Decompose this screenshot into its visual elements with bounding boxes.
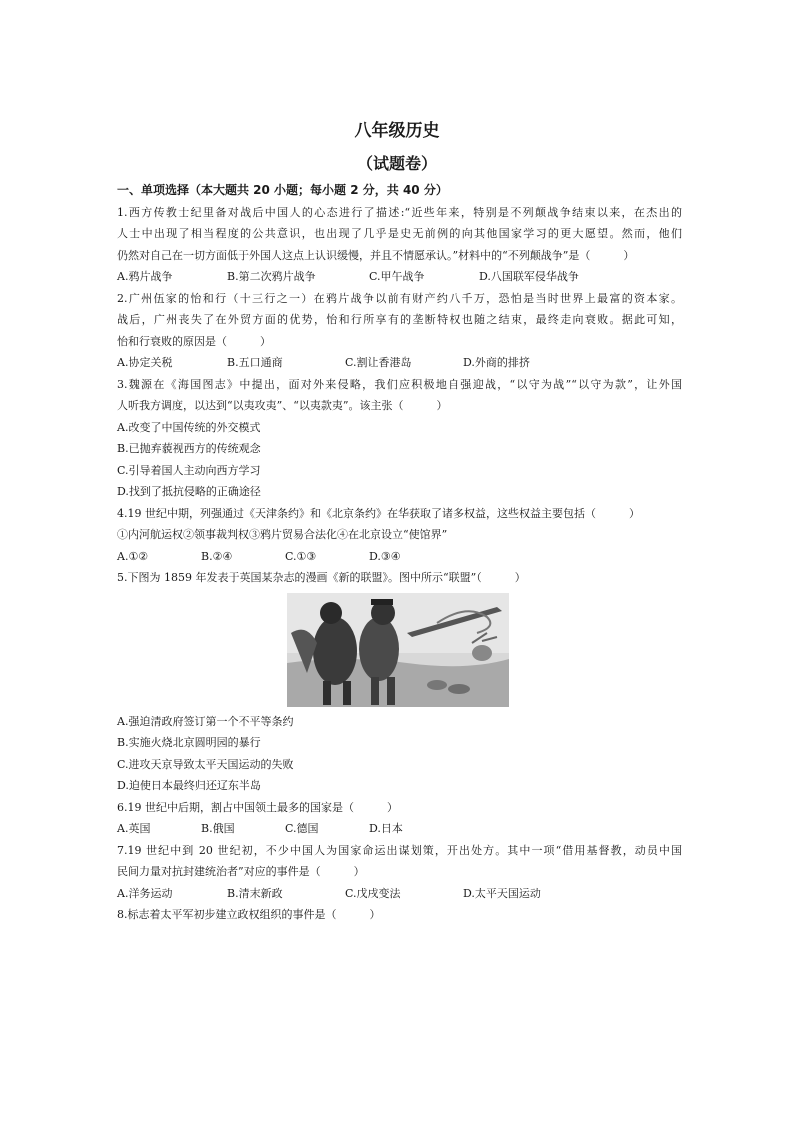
option-row bbox=[117, 546, 682, 568]
cartoon-image bbox=[287, 593, 509, 707]
option-d[interactable]: D.八国联军侵华战争 bbox=[479, 270, 579, 283]
option-row bbox=[117, 266, 682, 288]
question-8 bbox=[117, 904, 682, 926]
question-text: 3.魏源在《海国图志》中提出，面对外来侵略，我们应积极地自强迎战，“以守为战”“以守为款”，让外国 bbox=[117, 377, 682, 391]
exam-content bbox=[117, 180, 682, 926]
section-heading: 一、单项选择（本大题共 20 小题；每小题 2 分，共 40 分） bbox=[117, 183, 448, 197]
option-b[interactable]: B.②④ bbox=[201, 549, 233, 563]
question-3 bbox=[117, 374, 682, 503]
option-row bbox=[117, 818, 682, 840]
page-subtitle: （试题卷） bbox=[356, 154, 437, 173]
option-row bbox=[117, 883, 682, 905]
page-title: 八年级历史 bbox=[354, 121, 440, 141]
question-5 bbox=[117, 567, 682, 797]
question-text: 6.19 世纪中后期，割占中国领土最多的国家是（ ） bbox=[117, 800, 398, 814]
option-a[interactable]: A.改变了中国传统的外交模式 bbox=[117, 420, 261, 434]
question-1 bbox=[117, 202, 682, 288]
question-text: 1.西方传教士纪里备对战后中国人的心态进行了描述:“近些年来，特别是不列颠战争结束以来，在杰出的 bbox=[117, 205, 682, 219]
option-c[interactable]: C.割让香港岛 bbox=[345, 356, 412, 369]
question-text: 5.下图为 1859 年发表于英国某杂志的漫画《新的联盟》。图中所示“联盟”（ ） bbox=[117, 571, 526, 584]
question-text: 4.19 世纪中期，列强通过《天津条约》和《北京条约》在华获取了诸多权益，这些权益主要包括（ ） bbox=[117, 506, 640, 520]
option-a[interactable]: A.强迫清政府签订第一个不平等条约 bbox=[117, 714, 294, 728]
option-b[interactable]: B.清末新政 bbox=[227, 886, 283, 900]
option-c[interactable]: C.德国 bbox=[285, 822, 319, 835]
option-c[interactable]: C.进攻天京导致太平天国运动的失败 bbox=[117, 757, 294, 771]
option-d[interactable]: D.找到了抵抗侵略的正确途径 bbox=[117, 485, 261, 498]
option-a[interactable]: A.①② bbox=[117, 549, 149, 563]
option-c[interactable]: C.①③ bbox=[285, 549, 317, 563]
option-b[interactable]: B.已抛弃藐视西方的传统观念 bbox=[117, 442, 261, 455]
option-b[interactable]: B.五口通商 bbox=[227, 356, 283, 369]
option-a[interactable]: A.协定关税 bbox=[117, 356, 173, 369]
question-text: 人听我方调度，以达到“以夷攻夷”、“以夷款夷”。该主张（ ） bbox=[117, 399, 448, 412]
option-b[interactable]: B.俄国 bbox=[201, 822, 235, 835]
question-text: 仍然对自己在一切方面低于外国人这点上认识缓慢，并且不情愿承认。”材料中的“不列颠战争”是（ ） bbox=[117, 248, 635, 262]
option-d[interactable]: D.外商的排挤 bbox=[463, 356, 530, 369]
option-a[interactable]: A.鸦片战争 bbox=[117, 270, 173, 283]
option-c[interactable]: C.引导着国人主动向西方学习 bbox=[117, 463, 261, 477]
question-text: 人士中出现了相当程度的公共意识，也出现了几乎是史无前例的向其他国家学习的更大愿望。然而，他们 bbox=[117, 227, 682, 240]
question-text: 战后，广州丧失了在外贸方面的优势，怡和行所享有的垄断特权也随之结束，最终走向衰败。据此可知， bbox=[117, 313, 682, 326]
option-a[interactable]: A.英国 bbox=[117, 822, 151, 835]
question-4 bbox=[117, 503, 682, 568]
option-d[interactable]: D.③④ bbox=[369, 549, 401, 563]
question-text: 2.广州伍家的怡和行（十三行之一）在鸦片战争以前有财产约八千万，恐怕是当时世界上最富的资本家。 bbox=[117, 291, 682, 305]
question-text: 8.标志着太平军初步建立政权组织的事件是（ ） bbox=[117, 908, 381, 921]
question-text: 怡和行衰败的原因是（ ） bbox=[117, 334, 271, 348]
option-d[interactable]: D.太平天国运动 bbox=[463, 886, 541, 900]
option-row bbox=[117, 352, 682, 374]
option-d[interactable]: D.迫使日本最终归还辽东半岛 bbox=[117, 779, 261, 792]
option-d[interactable]: D.日本 bbox=[369, 822, 403, 835]
option-c[interactable]: C.戊戌变法 bbox=[345, 886, 401, 900]
question-2 bbox=[117, 288, 682, 374]
question-text: 民间力量对抗封建统治者”对应的事件是（ ） bbox=[117, 865, 365, 878]
option-a[interactable]: A.洋务运动 bbox=[117, 886, 173, 900]
question-text: ①内河航运权②领事裁判权③鸦片贸易合法化④在北京设立“使馆界” bbox=[117, 528, 448, 541]
option-c[interactable]: C.甲午战争 bbox=[369, 270, 425, 283]
question-text: 7.19 世纪中到 20 世纪初，不少中国人为国家命运出谋划策，开出处方。其中一项“借用基督教，动员中国 bbox=[117, 843, 682, 857]
option-b[interactable]: B.第二次鸦片战争 bbox=[227, 270, 316, 283]
question-7 bbox=[117, 840, 682, 905]
question-6 bbox=[117, 797, 682, 840]
option-b[interactable]: B.实施火烧北京圆明园的暴行 bbox=[117, 736, 261, 749]
cartoon-illustration bbox=[287, 593, 509, 707]
